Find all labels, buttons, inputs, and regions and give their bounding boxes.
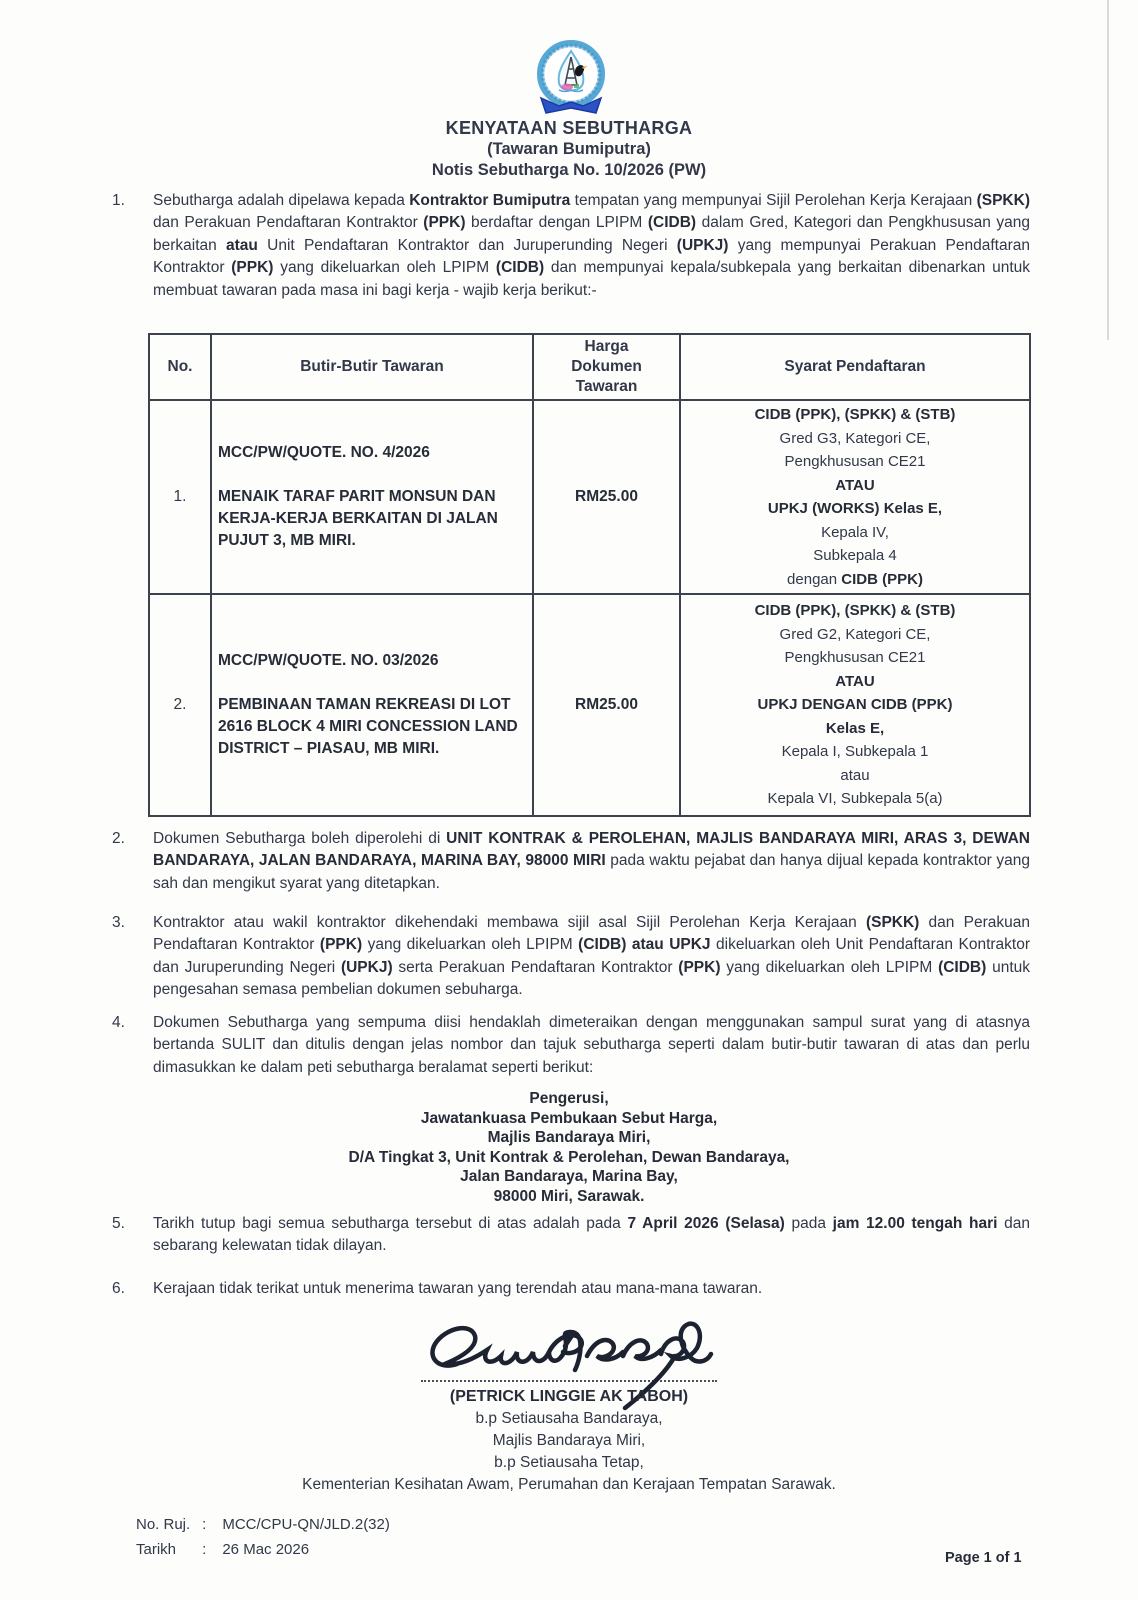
notice-number: Notis Sebutharga No. 10/2026 (PW) [431,161,707,179]
page-subtitle: (Tawaran Bumiputra) [487,140,651,158]
paragraph-number: 1. [112,192,125,209]
date-row [136,1537,390,1562]
paragraph-number: 6. [112,1280,125,1297]
paragraph-4 [112,1012,1030,1079]
paragraph-5 [112,1213,1030,1258]
date-value: 26 Mac 2026 [222,1541,310,1558]
paragraph-number: 5. [112,1215,125,1232]
signatory-titles: b.p Setiausaha Bandaraya, Majlis Bandaraya Miri, b.p Setiausaha Tetap, Kementerian Kesihatan Awam, Perumahan dan Kerajaan Tempatan Sarawak. [302,1410,836,1493]
row-harga: RM25.00 [533,400,680,594]
footer-reference [136,1512,390,1562]
tender-table [148,333,1031,817]
paragraph-number: 4. [112,1014,125,1031]
row-butir: MCC/PW/QUOTE. NO. 4/2026 MENAIK TARAF PARIT MONSUN DAN KERJA-KERJA BERKAITAN DI JALAN PUJUT 3, MB MIRI. [211,400,533,594]
submission-address: Pengerusi, Jawatankuasa Pembukaan Sebut Harga, Majlis Bandaraya Miri, D/A Tingkat 3, Unit Kontrak & Perolehan, Dewan Bandaraya, Jalan Bandaraya, Marina Bay, 98000 Miri, Sarawak. [348,1090,790,1205]
table-row [149,400,1030,594]
row-syarat: CIDB (PPK), (SPKK) & (STB) Gred G3, Kategori CE, Pengkhususan CE21 ATAU UPKJ (WORKS) Kelas E, Kepala IV, Subkepala 4 dengan CIDB (PPK) [680,400,1030,594]
table-row [149,594,1030,816]
page-title: KENYATAAN SEBUTHARGA [445,118,693,138]
paragraph-text: Dokumen Sebutharga yang sempuma diisi hendaklah dimeteraikan dengan menggunakan sampul surat yang di atasnya bertanda SULIT dan ditulis dengan jelas nombor dan tajuk sebutharga seperti dalam butir-butir tawaran di atas dan perlu dimasukkan ke dalam peti sebutharga beralamat seperti berikut: [153,1014,1030,1076]
row-no: 1. [149,400,211,594]
reference-number-row [136,1512,390,1537]
reference-value: MCC/CPU-QN/JLD.2(32) [222,1516,390,1533]
row-no: 2. [149,594,211,816]
row-syarat: CIDB (PPK), (SPKK) & (STB) Gred G2, Kategori CE, Pengkhususan CE21 ATAU UPKJ DENGAN CIDB (PPK) Kelas E, Kepala I, Subkepala 1 atau Kepala VI, Subkepala 5(a) [680,594,1030,816]
paragraph-text: Kerajaan tidak terikat untuk menerima tawaran yang terendah atau mana-mana tawaran. [153,1280,763,1297]
col-header-syarat: Syarat Pendaftaran [680,334,1030,400]
row-harga: RM25.00 [533,594,680,816]
reference-label: No. Ruj. [136,1516,191,1533]
paragraph-number: 3. [112,914,125,931]
paragraph-text: Tarikh tutup bagi semua sebutharga tersebut di atas adalah pada 7 April 2026 (Selasa) pada jam 12.00 tengah hari dan sebarang kelewatan tidak dilayan. [153,1215,1030,1255]
page-number: Page 1 of 1 [945,1550,1022,1566]
signature-dotted-line [421,1380,717,1382]
signature-block [259,1300,879,1496]
paragraph-number: 2. [112,830,125,847]
paragraph-text: Kontraktor atau wakil kontraktor dikehendaki membawa sijil asal Sijil Perolehan Kerja Kerajaan (SPKK) dan Perakuan Pendaftaran Kontraktor (PPK) yang dikeluarkan oleh LPIPM (CIDB) atau UPKJ dikeluarkan oleh Unit Pendaftaran Kontraktor dan Juruperunding Negeri (UPKJ) serta Perakuan Pendaftaran Kontraktor (PPK) yang dikeluarkan oleh LPIPM (CIDB) untuk pengesahan semasa pembelian dokumen sebuharga. [153,914,1030,999]
paragraph-text: Dokumen Sebutharga boleh diperolehi di UNIT KONTRAK & PEROLEHAN, MAJLIS BANDARAYA MIRI, ARAS 3, DEWAN BANDARAYA, JALAN BANDARAYA, MARINA BAY, 98000 MIRI pada waktu pejabat dan hanya dijual kepada kontraktor yang sah dan mengikut syarat yang ditetapkan. [153,830,1030,892]
paragraph-3 [112,912,1030,1002]
col-header-no: No. [149,334,211,400]
handwritten-signature-icon [399,1300,739,1386]
paragraph-1 [112,190,1030,302]
paragraph-6 [112,1278,1030,1300]
paragraph-2 [112,828,1030,895]
reference-separator: : [202,1516,207,1533]
date-separator: : [202,1541,207,1558]
document-header [0,118,1138,180]
signatory-name: (PETRICK LINGGIE AK TABOH) [449,1388,689,1405]
date-label: Tarikh [136,1541,177,1558]
col-header-harga: Harga Dokumen Tawaran [533,334,680,400]
paragraph-text: Sebutharga adalah dipelawa kepada Kontraktor Bumiputra tempatan yang mempunyai Sijil Perolehan Kerja Kerajaan (SPKK) dan Perakuan Pendaftaran Kontraktor (PPK) berdaftar dengan LPIPM (CIDB) dalam Gred, Kategori dan Pengkhususan yang berkaitan atau Unit Pendaftaran Kontraktor dan Juruperunding Negeri (UPKJ) yang mempunyai Perakuan Pendaftaran Kontraktor (PPK) yang dikeluarkan oleh LPIPM (CIDB) dan mempunyai kepala/subkepala yang berkaitan dibenarkan untuk membuat tawaran pada masa ini bagi kerja - wajib kerja berikut:- [153,192,1031,299]
miri-city-council-crest-icon [533,40,609,124]
row-butir: MCC/PW/QUOTE. NO. 03/2026 PEMBINAAN TAMAN REKREASI DI LOT 2616 BLOCK 4 MIRI CONCESSION LAND DISTRICT – PIASAU, MB MIRI. [211,594,533,816]
col-header-butir: Butir-Butir Tawaran [211,334,533,400]
